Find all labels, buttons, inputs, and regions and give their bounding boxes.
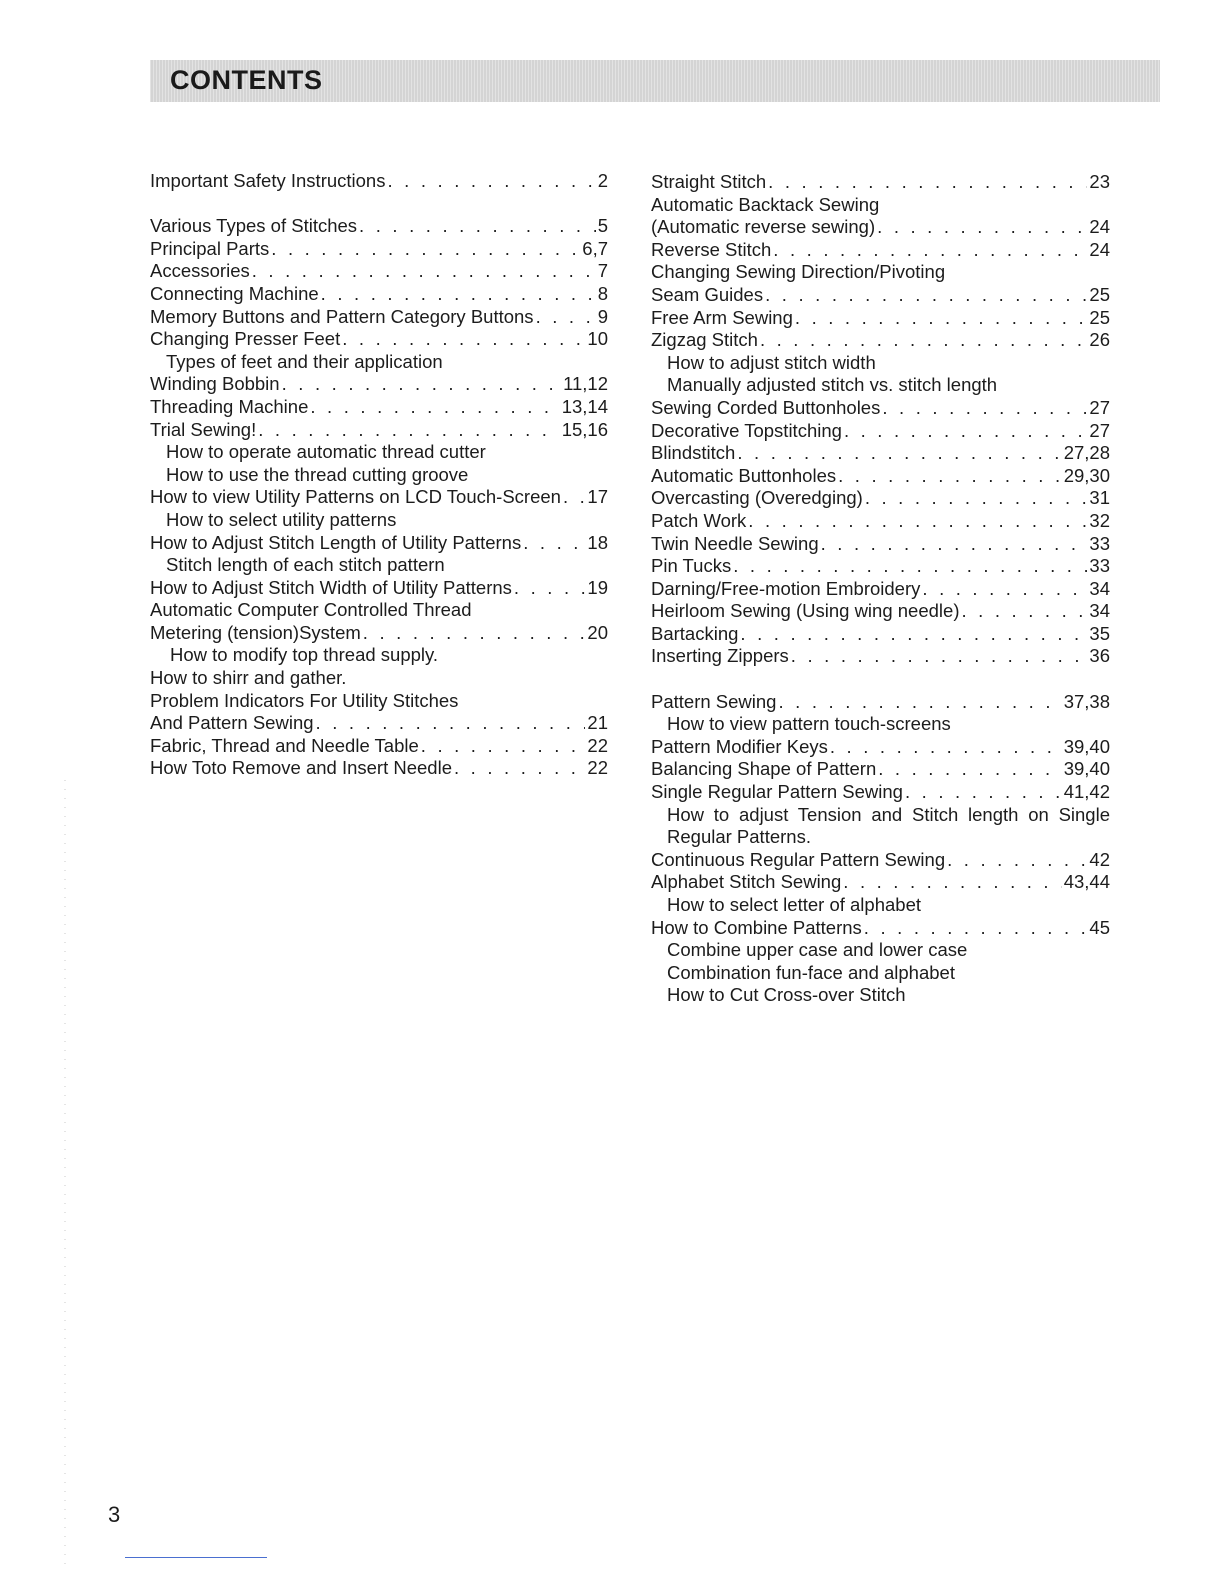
toc-entry: [651, 216, 1110, 239]
toc-entry: [150, 306, 608, 329]
toc-subentry: How to view pattern touch-screens: [667, 713, 951, 735]
toc-entry-page: 27: [1089, 396, 1110, 418]
toc-entry-title: Winding Bobbin: [150, 373, 280, 395]
toc-entry: [150, 396, 608, 419]
toc-entry: [651, 307, 1110, 330]
toc-entry-title: Trial Sewing!: [150, 418, 257, 440]
dot-leader: [865, 487, 1088, 510]
toc-subentry: Manually adjusted stitch vs. stitch length: [667, 374, 998, 396]
toc-entry-title: Pin Tucks: [651, 555, 732, 577]
toc-subentry: Combine upper case and lower case: [667, 939, 968, 961]
toc-entry: [651, 645, 1110, 668]
toc-entry-title: And Pattern Sewing: [150, 712, 314, 734]
dot-leader: [740, 623, 1087, 646]
toc-entry-title: Threading Machine: [150, 395, 309, 417]
toc-entry-title: Sewing Corded Buttonholes: [651, 396, 881, 418]
toc-entry: [150, 283, 608, 306]
toc-subentry: How to select utility patterns: [166, 508, 397, 530]
scan-margin-specks: [64, 780, 66, 1570]
toc-entry-title: Important Safety Instructions: [150, 170, 386, 191]
toc-entry-title: Changing Presser Feet: [150, 328, 341, 350]
toc-entry-page: 17: [587, 486, 608, 508]
toc-entry-title: Balancing Shape of Pattern: [651, 758, 877, 780]
dot-leader: [454, 757, 585, 780]
dot-leader: [258, 419, 559, 442]
dot-leader: [878, 758, 1061, 781]
toc-entry-title: Pattern Modifier Keys: [651, 735, 828, 757]
toc-entry: [150, 419, 608, 442]
toc-subentry: How to modify top thread supply.: [170, 644, 439, 666]
toc-entry-title: Fabric, Thread and Needle Table: [150, 734, 419, 756]
dot-leader: [961, 600, 1087, 623]
dot-leader: [838, 465, 1062, 488]
dot-leader: [791, 645, 1088, 668]
toc-entry-page: 26: [1089, 329, 1110, 351]
dot-leader: [760, 329, 1087, 352]
dot-leader: [252, 260, 596, 283]
toc-entry-title: Straight Stitch: [651, 171, 767, 192]
dot-leader: [864, 917, 1088, 940]
toc-entry: [150, 486, 608, 509]
toc-entry: [651, 871, 1110, 894]
toc-entry-title: Memory Buttons and Pattern Category Buttons: [150, 305, 534, 327]
toc-entry-title: Various Types of Stitches: [150, 215, 358, 237]
toc-subentry: How to adjust Tension and Stitch length on Single Regular Patterns.: [667, 803, 1110, 848]
toc-entry: [150, 238, 608, 261]
dot-leader: [359, 215, 596, 238]
toc-entry: [150, 577, 608, 600]
toc-entry-page: 36: [1089, 645, 1110, 667]
toc-entry: [651, 691, 1110, 714]
toc-entry-title: Seam Guides: [651, 283, 764, 305]
toc-entry-line: Problem Indicators For Utility Stitches: [150, 689, 459, 711]
toc-entry-page: 43,44: [1063, 871, 1110, 893]
toc-entry-page: 9: [597, 305, 608, 327]
dot-leader: [733, 555, 1087, 578]
toc-entry: [150, 170, 608, 193]
toc-entry: [651, 397, 1110, 420]
toc-entry-line: How to shirr and gather.: [150, 667, 347, 689]
dot-leader: [271, 238, 580, 261]
dot-leader: [342, 328, 585, 351]
toc-entry-page: 21: [587, 712, 608, 734]
toc-entry-line: Automatic Computer Controlled Thread: [150, 599, 472, 621]
toc-entry-page: 10: [587, 328, 608, 350]
toc-entry-title: Blindstitch: [651, 442, 736, 464]
toc-entry-title: Twin Needle Sewing: [651, 532, 819, 554]
dot-leader: [844, 420, 1087, 443]
toc-entry-title: Patch Work: [651, 509, 747, 531]
dot-leader: [795, 307, 1088, 330]
dot-leader: [536, 306, 596, 329]
toc-entry: [651, 623, 1110, 646]
toc-entry: [651, 736, 1110, 759]
toc-entry-page: 29,30: [1063, 464, 1110, 486]
dot-leader: [765, 284, 1087, 307]
toc-entry-title: Alphabet Stitch Sewing: [651, 871, 842, 893]
dot-leader: [947, 849, 1087, 872]
toc-entry-page: 22: [587, 734, 608, 756]
toc-entry: [651, 487, 1110, 510]
toc-entry: [651, 420, 1110, 443]
dot-leader: [563, 486, 585, 509]
toc-entry: [150, 532, 608, 555]
dot-leader: [514, 577, 586, 600]
toc-entry-title: How to Adjust Stitch Width of Utility Patterns: [150, 576, 512, 598]
toc-entry: [150, 735, 608, 758]
toc-entry-title: (Automatic reverse sewing): [651, 216, 876, 238]
toc-entry: [651, 510, 1110, 533]
toc-entry-title: Accessories: [150, 260, 250, 282]
toc-entry-page: 2: [597, 170, 608, 191]
toc-entry-page: 34: [1089, 577, 1110, 599]
toc-entry-title: Heirloom Sewing (Using wing needle): [651, 600, 960, 622]
dot-leader: [737, 442, 1061, 465]
toc-entry-page: 25: [1089, 283, 1110, 305]
toc-entry-page: 39,40: [1063, 758, 1110, 780]
toc-entry-page: 13,14: [561, 395, 608, 417]
dot-leader: [877, 216, 1087, 239]
toc-entry: [150, 712, 608, 735]
toc-entry-page: 33: [1089, 532, 1110, 554]
toc-entry: [150, 260, 608, 283]
toc-entry: [651, 329, 1110, 352]
toc-entry-page: 45: [1089, 916, 1110, 938]
toc-entry: [651, 465, 1110, 488]
toc-entry-page: 22: [587, 757, 608, 779]
toc-entry-title: Continuous Regular Pattern Sewing: [651, 848, 946, 870]
toc-entry-title: Zigzag Stitch: [651, 329, 758, 351]
toc-subentry: Combination fun-face and alphabet: [667, 961, 955, 983]
toc-entry: [651, 171, 1110, 194]
toc-entry-page: 18: [587, 531, 608, 553]
dot-leader: [523, 532, 585, 555]
dot-leader: [905, 781, 1062, 804]
toc-subentry: How to operate automatic thread cutter: [166, 441, 486, 463]
dot-leader: [830, 736, 1062, 759]
toc-entry-title: How to Combine Patterns: [651, 916, 862, 938]
toc-entry: [651, 781, 1110, 804]
toc-entry: [150, 328, 608, 351]
dot-leader: [821, 533, 1088, 556]
toc-entry-page: 6,7: [582, 237, 608, 259]
toc-entry: [651, 917, 1110, 940]
toc-entry-title: Free Arm Sewing: [651, 306, 793, 328]
dot-leader: [363, 622, 586, 645]
toc-entry-page: 23: [1089, 171, 1110, 192]
toc-entry: [651, 600, 1110, 623]
dot-leader: [773, 239, 1087, 262]
toc-entry-page: 35: [1089, 622, 1110, 644]
toc-entry-page: 11,12: [563, 373, 608, 395]
page-number: 3: [108, 1502, 121, 1527]
toc-entry-title: Darning/Free-motion Embroidery: [651, 577, 921, 599]
dot-leader: [421, 735, 586, 758]
toc-entry-title: Connecting Machine: [150, 282, 319, 304]
toc-entry-title: Metering (tension)System: [150, 621, 361, 643]
dot-leader: [778, 691, 1061, 714]
toc-entry: [150, 215, 608, 238]
dot-leader: [922, 578, 1087, 601]
dot-leader: [768, 171, 1087, 194]
toc-entry-page: 15,16: [561, 418, 608, 440]
toc-subentry: Stitch length of each stitch pattern: [166, 554, 445, 576]
toc-entry: [651, 849, 1110, 872]
toc-entry-line: Changing Sewing Direction/Pivoting: [651, 261, 946, 283]
toc-entry-title: How to Adjust Stitch Length of Utility Patterns: [150, 531, 522, 553]
toc-entry-page: 42: [1089, 848, 1110, 870]
toc-left-column: [150, 170, 608, 780]
dot-leader: [882, 397, 1087, 420]
toc-entry-page: 7: [597, 260, 608, 282]
toc-entry-page: 33: [1089, 555, 1110, 577]
toc-entry-title: Inserting Zippers: [651, 645, 789, 667]
toc-entry: [651, 284, 1110, 307]
dot-leader: [310, 396, 559, 419]
toc-entry-page: 27: [1089, 419, 1110, 441]
toc-entry-page: 31: [1089, 487, 1110, 509]
toc-entry-title: Single Regular Pattern Sewing: [651, 781, 903, 803]
toc-entry-title: Overcasting (Overedging): [651, 487, 863, 509]
toc-subentry: How to use the thread cutting groove: [166, 463, 469, 485]
dot-leader: [387, 170, 595, 193]
toc-entry-title: Decorative Topstitching: [651, 419, 842, 441]
dot-leader: [748, 510, 1087, 533]
toc-entry-page: 24: [1089, 216, 1110, 238]
toc-entry-page: 34: [1089, 600, 1110, 622]
toc-subentry: How to adjust stitch width: [667, 351, 876, 373]
toc-entry-page: 27,28: [1063, 442, 1110, 464]
toc-entry-page: 25: [1089, 306, 1110, 328]
toc-entry-title: Reverse Stitch: [651, 238, 772, 260]
toc-entry: [651, 239, 1110, 262]
footer-rule: [125, 1557, 267, 1558]
toc-entry: [651, 578, 1110, 601]
toc-entry-title: Automatic Buttonholes: [651, 464, 837, 486]
toc-entry: [651, 533, 1110, 556]
toc-entry-title: Pattern Sewing: [651, 690, 777, 712]
toc-right-column: [651, 171, 1110, 1007]
toc-entry-title: How to view Utility Patterns on LCD Touch-Screen: [150, 486, 561, 508]
page-title: CONTENTS: [170, 65, 323, 95]
toc-entry-title: How Toto Remove and Insert Needle: [150, 757, 452, 779]
toc-entry-title: Principal Parts: [150, 237, 270, 259]
toc-entry-page: 19: [587, 576, 608, 598]
toc-entry-page: 37,38: [1063, 690, 1110, 712]
toc-entry: [150, 757, 608, 780]
toc-subentry: Types of feet and their application: [166, 350, 443, 372]
toc-entry-page: 5: [597, 215, 608, 237]
toc-entry-page: 32: [1089, 509, 1110, 531]
toc-entry-line: Automatic Backtack Sewing: [651, 193, 880, 215]
toc-entry: [651, 758, 1110, 781]
toc-entry-title: Bartacking: [651, 622, 739, 644]
dot-leader: [843, 871, 1061, 894]
toc-subentry: How to Cut Cross-over Stitch: [667, 984, 906, 1006]
toc-entry-page: 39,40: [1063, 735, 1110, 757]
toc-entry-page: 41,42: [1063, 781, 1110, 803]
toc-entry: [651, 442, 1110, 465]
dot-leader: [282, 373, 561, 396]
dot-leader: [321, 283, 596, 306]
toc-entry-page: 8: [597, 282, 608, 304]
toc-entry: [150, 373, 608, 396]
dot-leader: [316, 712, 586, 735]
toc-entry: [150, 622, 608, 645]
toc-entry-page: 20: [587, 621, 608, 643]
toc-entry-page: 24: [1089, 238, 1110, 260]
toc-entry: [651, 555, 1110, 578]
toc-subentry: How to select letter of alphabet: [667, 894, 922, 915]
